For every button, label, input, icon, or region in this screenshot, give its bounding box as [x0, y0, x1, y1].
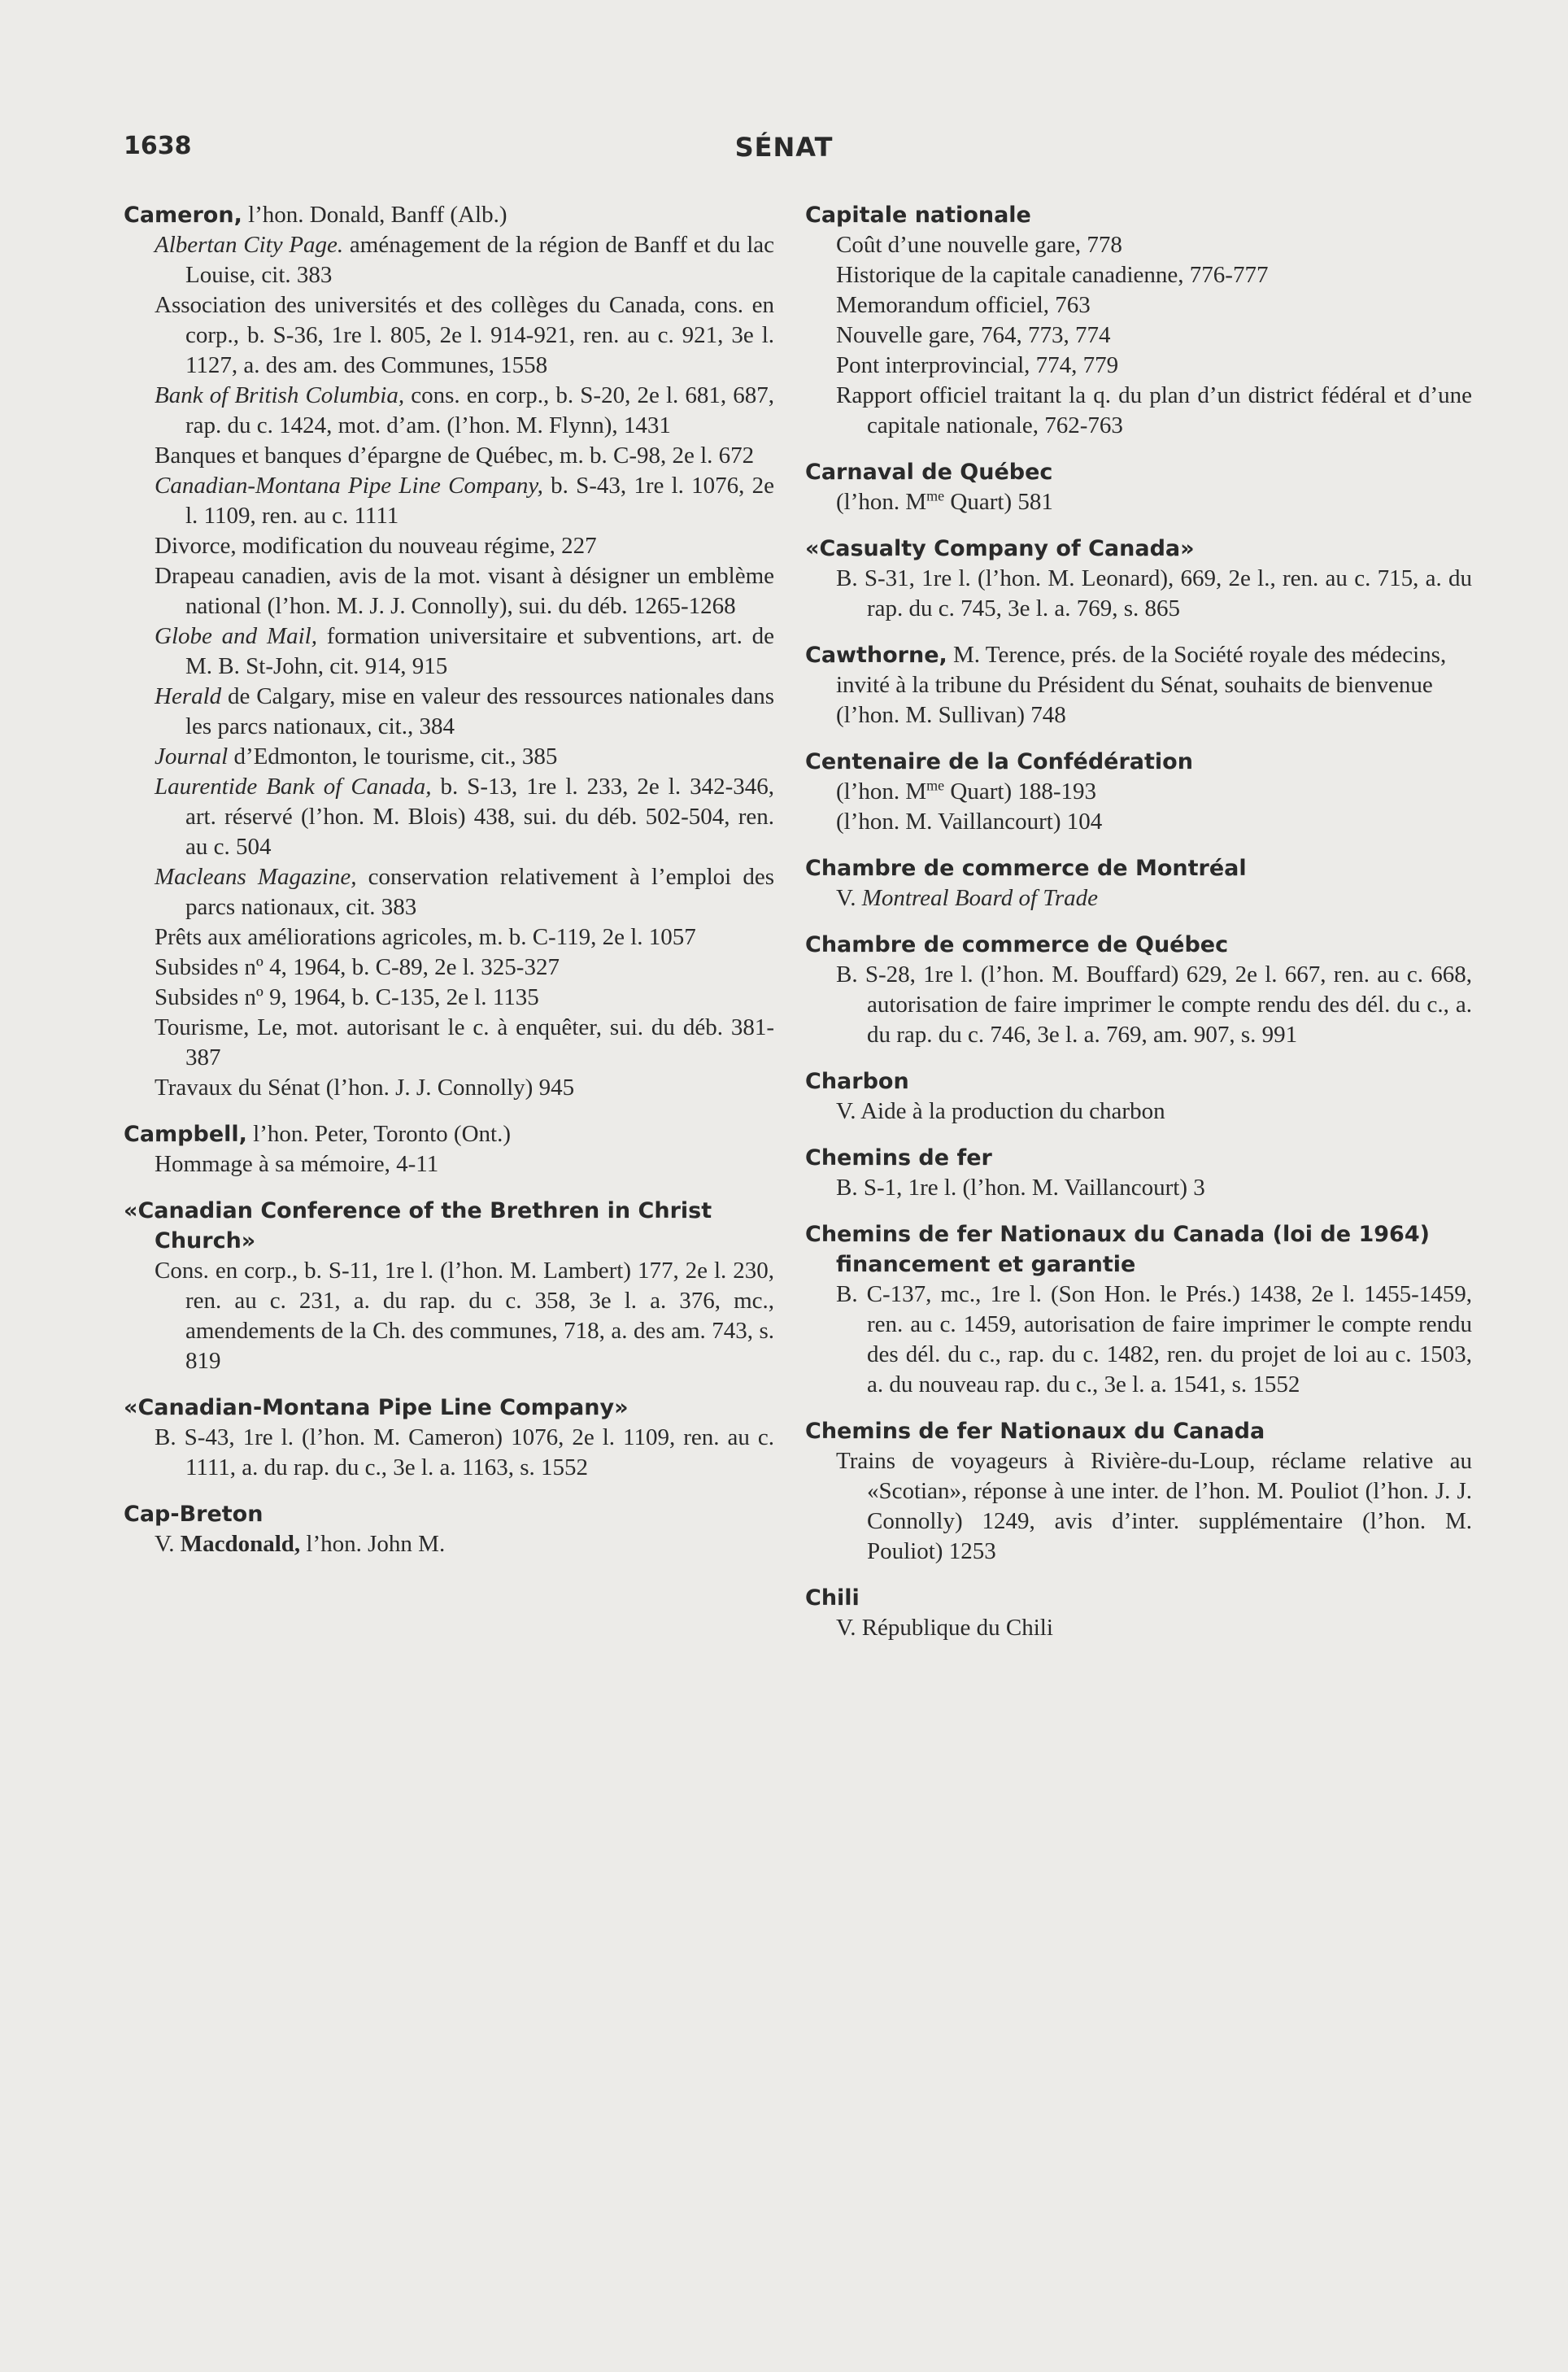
sub-entry	[155, 983, 774, 1013]
entry-heading	[805, 1143, 1472, 1173]
entry-headword: Campbell,	[124, 1122, 247, 1147]
entry-heading-detail: l’hon. Peter, Toronto (Ont.)	[246, 1121, 511, 1147]
sub-entry-text: formation universitaire et subventions, art. de M. B. St-John, cit. 914, 915	[185, 623, 774, 679]
sub-entry-text: Subsides nº 4, 1964, b. C-89, 2e l. 325-327	[155, 954, 560, 980]
sub-entry	[155, 290, 774, 381]
sub-entry-text: Rapport officiel traitant la q. du plan d’un district fédéral et d’une capitale nationale, 762-763	[836, 382, 1472, 438]
sub-entry-title: Herald	[155, 683, 222, 709]
sub-entry-text: cons. en corp., b. S-20, 2e l. 681, 687, rap. du c. 1424, mot. d’am. (l’hon. M. Flynn), 1431	[185, 382, 774, 438]
sub-entry-text: Historique de la capitale canadienne, 776-777	[836, 262, 1269, 288]
entry-heading	[124, 1499, 774, 1529]
sub-entry-text: Coût d’une nouvelle gare, 778	[836, 232, 1122, 258]
sub-entry-text: Cons. en corp., b. S-11, 1re l. (l’hon. M. Lambert) 177, 2e l. 230, ren. au c. 231, a. du rap. du c. 358, 3e l. a. 376, mc., amendements de la Ch. des communes, 718, a. des am. 743, s. 819	[155, 1258, 774, 1374]
sub-entry-text: (l’hon. M	[836, 489, 927, 515]
sub-entry	[155, 862, 774, 922]
sub-entry-text: V. Aide à la production du charbon	[836, 1098, 1165, 1124]
entry-heading	[805, 457, 1472, 487]
entry-heading	[805, 1583, 1472, 1613]
sub-entry-text: B. S-31, 1re l. (l’hon. M. Leonard), 669, 2e l., ren. au c. 715, a. du rap. du c. 745, 3e l. a. 769, s. 865	[836, 565, 1472, 621]
index-entry	[805, 747, 1472, 837]
index-entry	[805, 534, 1472, 624]
sub-entry	[836, 960, 1472, 1050]
sub-entry	[155, 922, 774, 953]
entry-headword: Chemins de fer	[805, 1145, 992, 1171]
entry-heading	[805, 853, 1472, 883]
sub-entry-text: Travaux du Sénat (l’hon. J. J. Connolly) 945	[155, 1075, 575, 1101]
index-entry	[124, 200, 774, 1103]
entry-heading	[805, 747, 1472, 777]
sub-entry	[836, 230, 1472, 260]
sub-entry-text: B. S-43, 1re l. (l’hon. M. Cameron) 1076, 2e l. 1109, ren. au c. 1111, a. du rap. du c., 3e l. a. 1163, s. 1552	[155, 1424, 774, 1480]
sub-entry-text: d’Edmonton, le tourisme, cit., 385	[228, 743, 558, 770]
sub-entry	[155, 230, 774, 290]
index-entry	[805, 853, 1472, 913]
entry-headword: Cap-Breton	[124, 1502, 264, 1527]
sub-entry	[836, 1173, 1472, 1203]
index-entry	[805, 1066, 1472, 1127]
sub-entry-text: (l’hon. M	[836, 778, 927, 804]
entry-headword: Charbon	[805, 1069, 909, 1094]
entry-headword: Cawthorne,	[805, 643, 947, 668]
index-entry	[805, 1219, 1472, 1400]
entry-heading-detail: l’hon. Donald, Banff (Alb.)	[242, 202, 507, 228]
sub-entry-text: Subsides nº 9, 1964, b. C-135, 2e l. 1135	[155, 984, 539, 1010]
sub-entry	[836, 807, 1472, 837]
index-entry	[805, 640, 1472, 730]
entry-heading	[805, 1416, 1472, 1446]
index-entry	[124, 1499, 774, 1559]
index-entry	[805, 1143, 1472, 1203]
sub-entry-text-tail: Quart) 188-193	[944, 778, 1097, 804]
sub-entry	[836, 290, 1472, 320]
sub-entry-text: Divorce, modification du nouveau régime, 227	[155, 533, 597, 559]
page-header	[124, 132, 1444, 172]
sub-entry-title: Globe and Mail,	[155, 623, 317, 649]
sub-entry-text: de Calgary, mise en valeur des ressources nationales dans les parcs nationaux, cit., 384	[185, 683, 774, 739]
sub-entry-text: Banques et banques d’épargne de Québec, m. b. C-98, 2e l. 672	[155, 443, 755, 469]
entry-heading-detail: M. Terence, prés. de la Société royale des médecins, invité à la tribune du Président du Sénat, souhaits de bienvenue (l’hon. M. Sullivan) 748	[836, 642, 1447, 728]
sub-entry	[836, 260, 1472, 290]
sub-entry	[155, 621, 774, 682]
sub-entry-title: Canadian-Montana Pipe Line Company,	[155, 473, 543, 499]
sub-entry-title: Macleans Magazine,	[155, 864, 357, 890]
sub-entry	[155, 561, 774, 621]
sub-entry-text: B. S-28, 1re l. (l’hon. M. Bouffard) 629, 2e l. 667, ren. au c. 668, autorisation de faire imprimer le compte rendu des dél. du c., a. du rap. du c. 746, 3e l. a. 769, am. 907, s. 991	[836, 961, 1472, 1048]
entry-heading	[124, 1119, 774, 1149]
sub-entry-text: V. République du Chili	[836, 1615, 1053, 1641]
sub-entry-title: Albertan City Page.	[155, 232, 344, 258]
sub-entry	[836, 1446, 1472, 1567]
page-title: SÉNAT	[734, 132, 834, 163]
sub-entry	[836, 1613, 1472, 1643]
sub-entry	[836, 320, 1472, 351]
sub-entry	[155, 1256, 774, 1376]
sub-entry	[836, 777, 1472, 807]
index-entry	[805, 1583, 1472, 1643]
index-entry	[805, 457, 1472, 517]
entry-headword: Chambre de commerce de Montréal	[805, 856, 1247, 881]
entry-heading	[805, 1219, 1472, 1280]
entry-heading	[805, 534, 1472, 564]
sub-entry-text: Memorandum officiel, 763	[836, 292, 1091, 318]
entry-headword: «Canadian Conference of the Brethren in Christ Church»	[124, 1198, 712, 1254]
entry-headword: «Canadian-Montana Pipe Line Company»	[124, 1395, 629, 1420]
sub-entry	[836, 381, 1472, 441]
sub-entry	[155, 381, 774, 441]
sub-entry-text: Nouvelle gare, 764, 773, 774	[836, 322, 1111, 348]
entry-headword: Chambre de commerce de Québec	[805, 932, 1229, 957]
superscript: me	[926, 777, 945, 794]
entry-headword: Carnaval de Québec	[805, 460, 1053, 485]
page-number: 1638	[124, 132, 192, 160]
sub-entry-text: B. S-1, 1re l. (l’hon. M. Vaillancourt) 3	[836, 1175, 1205, 1201]
sub-entry-text: Pont interprovincial, 774, 779	[836, 352, 1119, 378]
sub-entry-text: Association des universités et des collèges du Canada, cons. en corp., b. S-36, 1re l. 805, 2e l. 914-921, ren. au c. 921, 3e l. 1127, a. des am. des Communes, 1558	[155, 292, 774, 378]
sub-entry	[836, 351, 1472, 381]
sub-entry-text: Drapeau canadien, avis de la mot. visant à désigner un emblème national (l’hon. M. J. J. Connolly), sui. du déb. 1265-1268	[155, 563, 774, 619]
entry-heading	[805, 200, 1472, 230]
entry-heading	[805, 930, 1472, 960]
sub-entry	[836, 487, 1472, 517]
index-entry	[124, 1119, 774, 1179]
index-entry	[124, 1196, 774, 1376]
entry-headword: Chili	[805, 1585, 860, 1611]
sub-entry	[155, 471, 774, 531]
sub-entry	[155, 953, 774, 983]
entry-heading	[124, 200, 774, 230]
sub-entry	[836, 883, 1472, 913]
sub-entry-text: B. C-137, mc., 1re l. (Son Hon. le Prés.) 1438, 2e l. 1455-1459, ren. au c. 1459, autorisation de faire imprimer le compte rendu des dél. du c., rap. du c. 1482, ren. du projet de loi au c. 1503, a. du nouveau rap. du c., 3e l. a. 1541, s. 1552	[836, 1281, 1472, 1397]
sub-entry-text: conservation relativement à l’emploi des parcs nationaux, cit. 383	[185, 864, 774, 920]
sub-entry-reference: Macdonald,	[180, 1531, 301, 1557]
right-column	[805, 200, 1472, 1659]
sub-entry	[155, 682, 774, 742]
sub-entry	[155, 1013, 774, 1073]
entry-headword: «Casualty Company of Canada»	[805, 536, 1195, 561]
sub-entry-text: V.	[836, 885, 862, 911]
sub-entry-text: V.	[155, 1531, 181, 1557]
index-entry	[805, 200, 1472, 441]
index-entry	[124, 1393, 774, 1483]
sub-entry-text: b. S-13, 1re l. 233, 2e l. 342-346, art. réservé (l’hon. M. Blois) 438, sui. du déb. 502-504, ren. au c. 504	[185, 774, 774, 860]
entry-headword: Chemins de fer Nationaux du Canada (loi de 1964) financement et garantie	[805, 1222, 1430, 1277]
index-entry	[805, 1416, 1472, 1567]
sub-entry	[836, 564, 1472, 624]
index-entry	[805, 930, 1472, 1050]
sub-entry-reference: Montreal Board of Trade	[861, 885, 1098, 911]
sub-entry	[836, 1097, 1472, 1127]
entry-headword: Capitale nationale	[805, 203, 1031, 228]
sub-entry-text: (l’hon. M. Vaillancourt) 104	[836, 809, 1103, 835]
entry-headword: Cameron,	[124, 203, 242, 228]
sub-entry-text-tail: Quart) 581	[944, 489, 1053, 515]
sub-entry-text: b. S-43, 1re l. 1076, 2e l. 1109, ren. au c. 1111	[185, 473, 774, 529]
left-column	[124, 200, 774, 1576]
sub-entry-text: Prêts aux améliorations agricoles, m. b. C-119, 2e l. 1057	[155, 924, 696, 950]
sub-entry	[155, 441, 774, 471]
sub-entry	[155, 531, 774, 561]
entry-headword: Centenaire de la Confédération	[805, 749, 1193, 774]
sub-entry-text: Trains de voyageurs à Rivière-du-Loup, réclame relative au «Scotian», réponse à une inter. de l’hon. M. Pouliot (l’hon. J. J. Connolly) 1249, avis d’inter. supplémentaire (l’hon. M. Pouliot) 1253	[836, 1448, 1472, 1564]
sub-entry	[155, 1073, 774, 1103]
sub-entry	[155, 1529, 774, 1559]
sub-entry-title: Laurentide Bank of Canada,	[155, 774, 432, 800]
sub-entry	[155, 772, 774, 862]
sub-entry	[836, 1280, 1472, 1400]
entry-heading	[805, 640, 1472, 730]
sub-entry-text: Tourisme, Le, mot. autorisant le c. à enquêter, sui. du déb. 381-387	[155, 1014, 774, 1070]
sub-entry-title: Journal	[155, 743, 229, 770]
sub-entry-text: aménagement de la région de Banff et du lac Louise, cit. 383	[185, 232, 774, 288]
superscript: me	[926, 487, 945, 504]
entry-heading	[805, 1066, 1472, 1097]
sub-entry	[155, 1423, 774, 1483]
sub-entry	[155, 1149, 774, 1179]
sub-entry-text: Hommage à sa mémoire, 4-11	[155, 1151, 439, 1177]
sub-entry-text-tail: l’hon. John M.	[300, 1531, 446, 1557]
sub-entry-title: Bank of British Columbia,	[155, 382, 405, 408]
entry-heading	[124, 1196, 774, 1256]
entry-heading	[124, 1393, 774, 1423]
entry-headword: Chemins de fer Nationaux du Canada	[805, 1419, 1265, 1444]
sub-entry	[155, 742, 774, 772]
